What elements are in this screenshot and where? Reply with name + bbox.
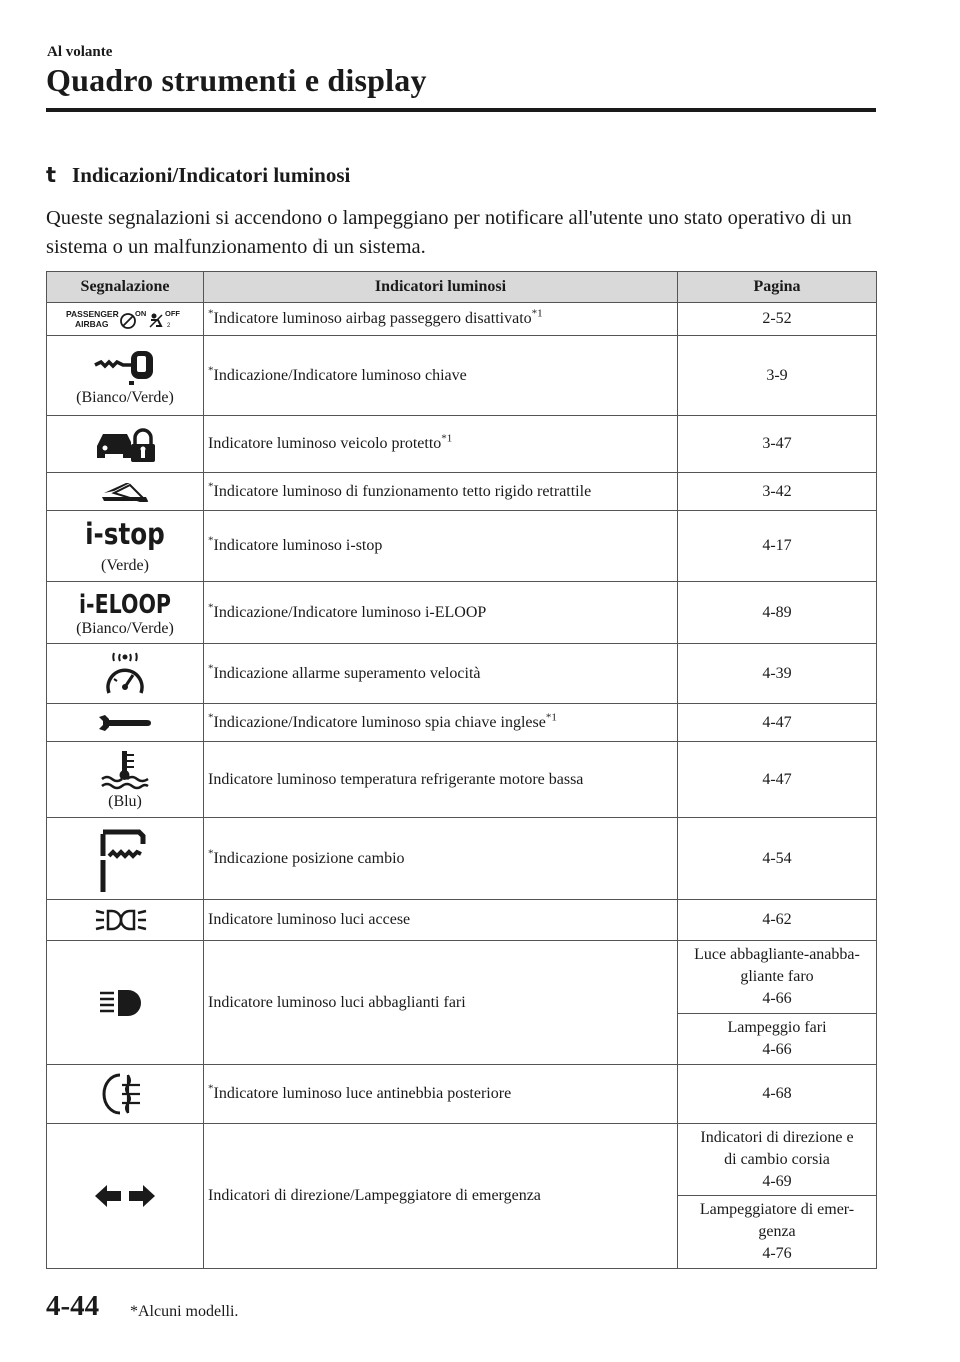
page-cell: 3-42 [678, 473, 877, 511]
page-cell: 3-47 [678, 416, 877, 473]
description-cell: Indicatore luminoso temperatura refrigerante motore bassa [204, 742, 678, 818]
rear-fog-light-icon [102, 1071, 148, 1117]
description-cell: *Indicazione/Indicatore luminoso i-ELOOP [204, 582, 678, 644]
passenger-airbag-off-icon [66, 308, 184, 330]
lights-on-icon [94, 907, 156, 933]
signal-cell [47, 1065, 204, 1124]
svg-text:2: 2 [167, 323, 171, 329]
footnote: *Alcuni modelli. [130, 1303, 239, 1320]
table-row [47, 900, 877, 941]
signal-cell: i-stop (Verde) [47, 511, 204, 582]
signals-table [46, 271, 877, 1269]
signal-cell [47, 1124, 204, 1269]
svg-text:i-ELOOP: i-ELOOP [79, 589, 171, 620]
heading-marker: t [46, 163, 57, 187]
description-cell: *Indicatore luminoso luce antinebbia posteriore [204, 1065, 678, 1124]
table-row [47, 1124, 877, 1196]
svg-text:AIRBAG: AIRBAG [75, 319, 109, 329]
page-cell: 4-89 [678, 582, 877, 644]
page-cell: 4-47 [678, 742, 877, 818]
security-lock-icon [93, 424, 157, 464]
i-stop-icon [85, 517, 165, 553]
high-beam-icon [98, 988, 152, 1018]
signal-cell: i-ELOOP (Bianco/Verde) [47, 582, 204, 644]
page-cell: 2-52 [678, 303, 877, 336]
signal-cell [47, 416, 204, 473]
table-row [47, 644, 877, 704]
page-cell: Lampeggiatore di emer- genza 4-76 [678, 1196, 877, 1269]
page-cell: 4-17 [678, 511, 877, 582]
table-row [47, 1065, 877, 1124]
page-title: Quadro strumenti e display [46, 62, 427, 98]
page-number: 4-44 [46, 1290, 100, 1322]
table-row [47, 416, 877, 473]
table-row [47, 303, 877, 336]
retractable-hardtop-icon [100, 479, 150, 505]
table-header-row [47, 272, 877, 303]
table-row [47, 511, 877, 582]
description-cell: *Indicatore luminoso di funzionamento tetto rigido retrattile [204, 473, 678, 511]
i-eloop-icon [75, 588, 175, 618]
page-cell: 4-68 [678, 1065, 877, 1124]
turn-signal-icon [93, 1183, 157, 1209]
table-row [47, 704, 877, 742]
signal-cell: (Blu) [47, 742, 204, 818]
wrench-icon [97, 713, 153, 733]
table-row [47, 582, 877, 644]
svg-text:PASSENGER: PASSENGER [66, 309, 119, 319]
page-cell: Lampeggio fari 4-66 [678, 1014, 877, 1065]
title-rule [46, 108, 876, 112]
page-cell: 3-9 [678, 336, 877, 416]
page-cell: Indicatori di direzione e di cambio corsia 4-69 [678, 1124, 877, 1196]
description-cell: *Indicazione/Indicatore luminoso spia chiave inglese$^{*1}$ [204, 704, 678, 742]
signal-cell [47, 644, 204, 704]
description-cell: *Indicazione/Indicatore luminoso chiave [204, 336, 678, 416]
signal-cell [47, 900, 204, 941]
shift-position-icon [95, 824, 155, 894]
low-coolant-temperature-icon [98, 749, 152, 789]
key-icon [93, 345, 157, 385]
description-cell: Indicatore luminoso veicolo protetto$^{*1}$ [204, 416, 678, 473]
page-cell: 4-54 [678, 818, 877, 900]
column-header-page: Pagina [678, 272, 877, 303]
intro-paragraph: Queste segnalazioni si accendono o lampeggiano per notificare all'utente uno stato operativo di un sistema o un malfunzionamento di un sistema. [46, 207, 852, 258]
svg-text:ON: ON [135, 309, 147, 318]
description-cell: *Indicatore luminoso airbag passeggero disattivato$^{*1}$ [204, 303, 678, 336]
page-cell: 4-39 [678, 644, 877, 704]
section-heading [46, 163, 350, 188]
svg-text:OFF: OFF [165, 309, 180, 318]
table-row [47, 336, 877, 416]
column-header-lights: Indicatori luminosi [204, 272, 678, 303]
section-label: Al volante [47, 44, 113, 60]
table-row [47, 742, 877, 818]
table-row [47, 473, 877, 511]
page-cell: 4-47 [678, 704, 877, 742]
signal-cell [47, 704, 204, 742]
heading-text: Indicazioni/Indicatori luminosi [72, 163, 351, 187]
description-cell: Indicatori di direzione/Lampeggiatore di emergenza [204, 1124, 678, 1269]
description-cell: *Indicatore luminoso i-stop [204, 511, 678, 582]
svg-text:i-stop: i-stop [85, 518, 165, 552]
table-row [47, 941, 877, 1014]
description-cell: *Indicazione posizione cambio [204, 818, 678, 900]
signal-cell [47, 473, 204, 511]
column-header-signal: Segnalazione [47, 272, 204, 303]
description-cell: *Indicazione allarme superamento velocità [204, 644, 678, 704]
signal-cell [47, 818, 204, 900]
signal-cell [47, 941, 204, 1065]
table-row [47, 818, 877, 900]
description-cell: Indicatore luminoso luci abbaglianti fari [204, 941, 678, 1065]
signal-cell: (Bianco/Verde) [47, 336, 204, 416]
page-cell: Luce abbagliante-anabba- gliante faro 4-66 [678, 941, 877, 1014]
page-cell: 4-62 [678, 900, 877, 941]
signal-cell [47, 303, 204, 336]
description-cell: Indicatore luminoso luci accese [204, 900, 678, 941]
speed-alarm-icon [100, 651, 150, 697]
